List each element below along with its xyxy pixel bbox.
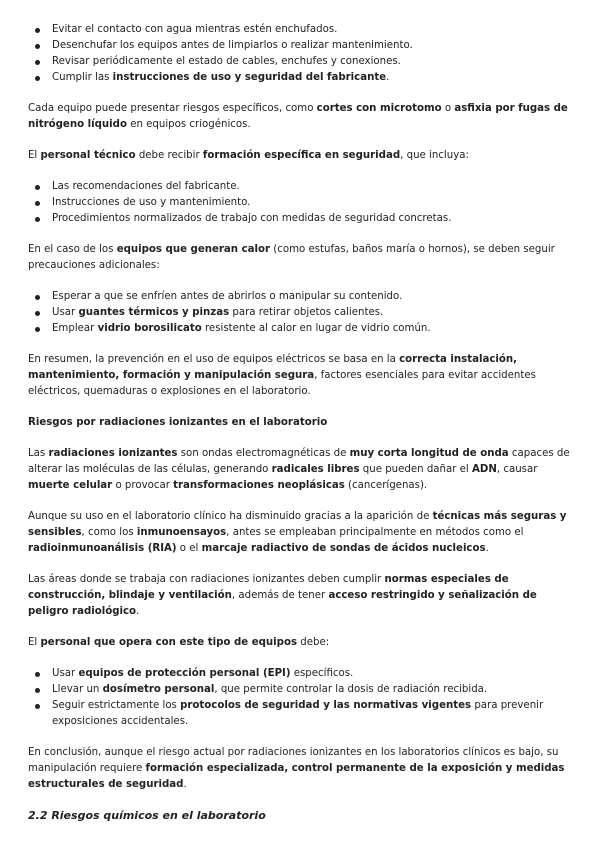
heading-ionizing-radiation: Riesgos por radiaciones ionizantes en el laboratorio [28,417,328,428]
paragraph-heat-equipment: En el caso de los equipos que generan calor (como estufas, baños maría o hornos), se deben seguir precauciones adicionales: [28,244,555,271]
list-item: Evitar el contacto con agua mientras estén enchufados. [28,22,572,38]
bold-text: muy corta longitud de onda [349,448,509,459]
bold-text: equipos de protección personal (EPI) [78,668,291,679]
bold-text: guantes térmicos y pinzas [78,307,230,318]
list-item: Emplear vidrio borosilicato resistente al calor en lugar de vidrio común. [28,321,572,337]
list-item: Procedimientos normalizados de trabajo con medidas de seguridad concretas. [28,211,572,227]
bold-text: cortes con microtomo [316,103,442,114]
electrical-precautions-list [28,22,572,86]
section-heading-chemical-risks: 2.2 Riesgos químicos en el laboratorio [28,809,266,822]
paragraph-technical-staff: El personal técnico debe recibir formación específica en seguridad, que incluya: [28,150,469,161]
paragraph-radiation-areas: Las áreas donde se trabaja con radiaciones ionizantes deben cumplir normas especiales de construcción, blindaje y ventilación, además de tener acceso restringido y señalización de peligro radiológico. [28,574,537,617]
paragraph-radiation-staff: El personal que opera con este tipo de equipos debe: [28,637,330,648]
paragraph-radiation-usage: Aunque su uso en el laboratorio clínico ha disminuido gracias a la aparición de técnicas más seguras y sensibles, como los inmunoensayos, antes se empleaban principalmente en métodos como el radioinmunoanálisis (RIA) o el marcaje radiactivo de sondas de ácidos nucleicos. [28,511,567,554]
list-item: Las recomendaciones del fabricante. [28,179,572,195]
bold-text: correcta instalación, mantenimiento, formación y manipulación segura [28,354,518,381]
bold-text: radiaciones ionizantes [48,448,178,459]
bold-text: formación específica en seguridad [202,150,401,161]
bold-text: protocolos de seguridad y las normativas vigentes [180,700,472,711]
bold-text: asfixia por fugas de nitrógeno líquido [28,103,568,130]
bold-text: formación especializada, control permanente de la exposición y medidas estructurales de seguridad [28,763,565,790]
paragraph-summary: En resumen, la prevención en el uso de equipos eléctricos se basa en la correcta instalación, mantenimiento, formación y manipulación segura, factores esenciales para evitar accidentes eléctricos, quemaduras o explosiones en el laboratorio. [28,354,536,397]
heat-precautions-list [28,289,572,337]
list-item: Revisar periódicamente el estado de cables, enchufes y conexiones. [28,54,572,70]
paragraph-conclusion: En conclusión, aunque el riesgo actual por radiaciones ionizantes en los laboratorios clínicos es bajo, su manipulación requiere formación especializada, control permanente de la exposición y medidas estructurales de seguridad. [28,747,565,790]
bold-text: normas especiales de construcción, blindaje y ventilación [28,574,509,601]
list-item: Cumplir las instrucciones de uso y seguridad del fabricante. [28,70,572,86]
bold-text: equipos que generan calor [116,244,271,255]
bold-text: personal técnico [40,150,136,161]
bold-text: inmunoensayos [136,527,227,538]
bold-text: acceso restringido y señalización de peligro radiológico [28,590,537,617]
bold-text: personal que opera con este tipo de equipos [40,637,298,648]
bold-text: técnicas más seguras y sensibles [28,511,567,538]
paragraph-specific-risks: Cada equipo puede presentar riesgos específicos, como cortes con microtomo o asfixia por fugas de nitrógeno líquido en equipos criogénicos. [28,103,568,130]
bold-text: radioinmunoanálisis (RIA) [28,543,177,554]
bold-text: ADN [472,464,497,475]
list-item: Usar equipos de protección personal (EPI) específicos. [28,666,572,682]
list-item: Desenchufar los equipos antes de limpiarlos o realizar mantenimiento. [28,38,572,54]
list-item: Seguir estrictamente los protocolos de seguridad y las normativas vigentes para prevenir exposiciones accidentales. [28,698,572,730]
bold-text: transformaciones neoplásicas [173,480,345,491]
bold-text: instrucciones de uso y seguridad del fabricante [112,72,387,83]
list-item: Esperar a que se enfríen antes de abrirlos o manipular su contenido. [28,289,572,305]
radiation-precautions-list [28,666,572,730]
list-item: Usar guantes térmicos y pinzas para retirar objetos calientes. [28,305,572,321]
bold-text: marcaje radiactivo de sondas de ácidos nucleicos [201,543,486,554]
bold-text: radicales libres [271,464,360,475]
bold-text: dosímetro personal [102,684,215,695]
list-item: Instrucciones de uso y mantenimiento. [28,195,572,211]
list-item: Llevar un dosímetro personal, que permite controlar la dosis de radiación recibida. [28,682,572,698]
bold-text: vidrio borosilicato [97,323,202,334]
bold-text: muerte celular [28,480,113,491]
paragraph-radiation-definition: Las radiaciones ionizantes son ondas electromagnéticas de muy corta longitud de onda capaces de alterar las moléculas de las células, generando radicales libres que pueden dañar el ADN, causar muerte celular o provocar transformaciones neoplásicas (cancerígenas). [28,448,570,491]
training-list [28,179,572,227]
